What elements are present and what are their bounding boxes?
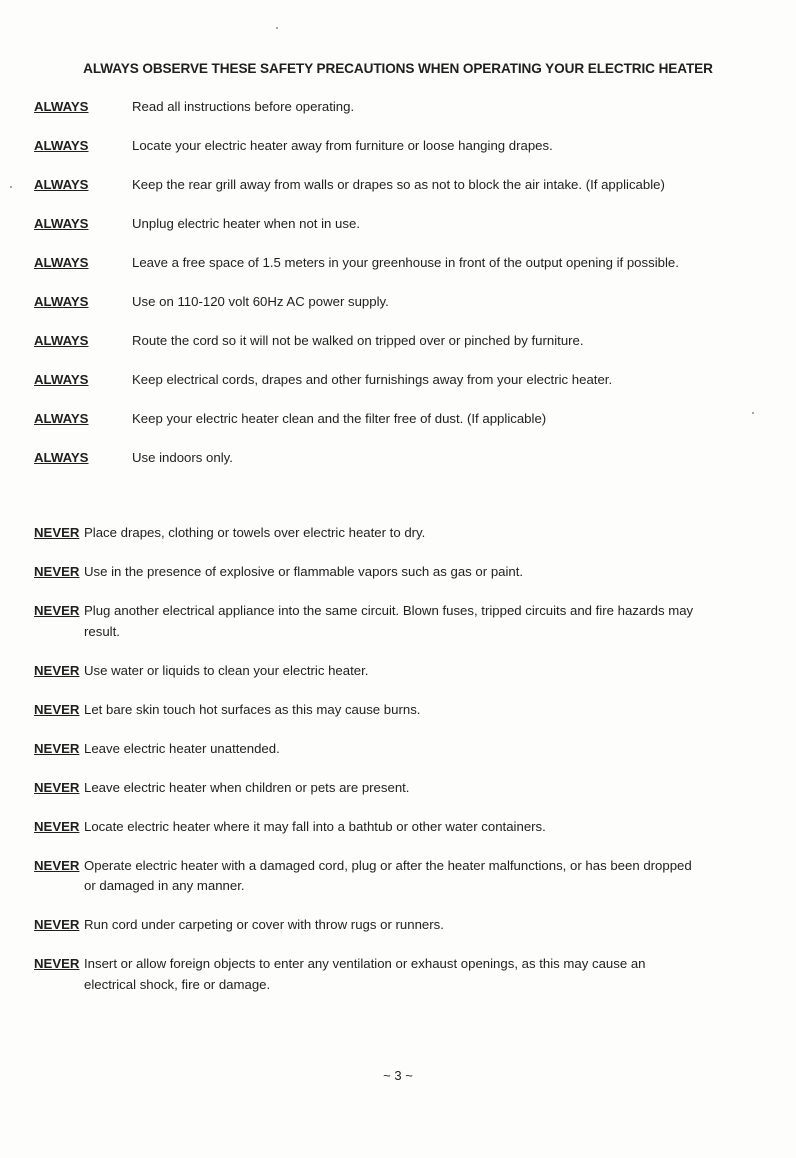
always-item [34, 372, 774, 411]
always-text: Use on 110-120 volt 60Hz AC power supply. [132, 294, 389, 309]
scan-speck [10, 186, 12, 188]
never-label: NEVER [34, 740, 80, 756]
never-label: NEVER [34, 779, 80, 795]
never-label: NEVER [34, 603, 80, 618]
never-text: Leave electric heater unattended. [84, 740, 280, 756]
always-text: Locate your electric heater away from furniture or loose hanging drapes. [132, 138, 553, 153]
always-label: ALWAYS [34, 450, 89, 465]
always-item [34, 255, 774, 294]
always-item [34, 333, 774, 372]
always-label: ALWAYS [34, 411, 89, 426]
always-text: Keep your electric heater clean and the filter free of dust. (If applicable) [132, 411, 547, 426]
page-number: ~ 3 ~ [383, 1068, 413, 1083]
never-text: Operate electric heater with a damaged cord, plug or after the heater malfunctions, or has been dropped or damaged in any manner. [84, 857, 692, 893]
never-label: NEVER [34, 956, 80, 971]
never-item [34, 700, 694, 721]
never-text: Locate electric heater where it may fall into a bathtub or other water containers. [84, 818, 546, 834]
always-text: Use indoors only. [132, 450, 233, 465]
always-label: ALWAYS [34, 294, 89, 309]
always-label: ALWAYS [34, 216, 89, 231]
never-item [34, 562, 694, 583]
never-text: Use water or liquids to clean your electric heater. [84, 662, 369, 678]
never-text: Place drapes, clothing or towels over electric heater to dry. [84, 525, 426, 540]
always-text: Read all instructions before operating. [132, 99, 355, 114]
always-label: ALWAYS [34, 177, 89, 192]
never-item [34, 661, 694, 682]
always-text: Keep the rear grill away from walls or drapes so as not to block the air intake. (If applicable) [132, 177, 665, 192]
always-item [34, 450, 774, 489]
never-text: Use in the presence of explosive or flammable vapors such as gas or paint. [84, 564, 524, 579]
never-text: Leave electric heater when children or pets are present. [84, 779, 410, 795]
always-text: Keep electrical cords, drapes and other furnishings away from your electric heater. [132, 372, 613, 387]
never-label: NEVER [34, 701, 80, 717]
never-text: Insert or allow foreign objects to enter any ventilation or exhaust openings, as this may cause an electrical shock, fire or damage. [84, 956, 646, 992]
never-label: NEVER [34, 857, 80, 873]
always-label: ALWAYS [34, 138, 89, 153]
never-item [34, 915, 694, 936]
never-item [34, 601, 694, 642]
never-label: NEVER [34, 818, 80, 834]
never-item [34, 817, 694, 838]
never-label: NEVER [34, 564, 80, 579]
always-label: ALWAYS [34, 255, 89, 270]
never-label: NEVER [34, 525, 80, 540]
always-label: ALWAYS [34, 372, 89, 387]
never-item [34, 856, 694, 897]
always-item [34, 99, 774, 138]
never-item [34, 739, 694, 760]
always-precautions-list [34, 99, 774, 489]
never-label: NEVER [34, 917, 80, 932]
always-item [34, 294, 774, 333]
always-text: Unplug electric heater when not in use. [132, 216, 360, 231]
always-label: ALWAYS [34, 99, 89, 114]
scan-speck [276, 27, 278, 29]
always-text: Leave a free space of 1.5 meters in your greenhouse in front of the output opening if possible. [132, 255, 679, 270]
always-text: Route the cord so it will not be walked on tripped over or pinched by furniture. [132, 333, 584, 348]
always-item [34, 177, 774, 216]
never-precautions-list [34, 523, 694, 1014]
never-item [34, 523, 694, 544]
page-title: ALWAYS OBSERVE THESE SAFETY PRECAUTIONS WHEN OPERATING YOUR ELECTRIC HEATER [83, 61, 713, 76]
never-text: Run cord under carpeting or cover with throw rugs or runners. [84, 917, 444, 932]
never-item [34, 778, 694, 799]
always-label: ALWAYS [34, 333, 89, 348]
always-item [34, 411, 774, 450]
never-item [34, 954, 694, 995]
never-text: Let bare skin touch hot surfaces as this may cause burns. [84, 701, 421, 717]
always-item [34, 138, 774, 177]
always-item [34, 216, 774, 255]
never-text: Plug another electrical appliance into the same circuit. Blown fuses, tripped circuits and fire hazards may result. [84, 603, 694, 639]
never-label: NEVER [34, 662, 80, 678]
